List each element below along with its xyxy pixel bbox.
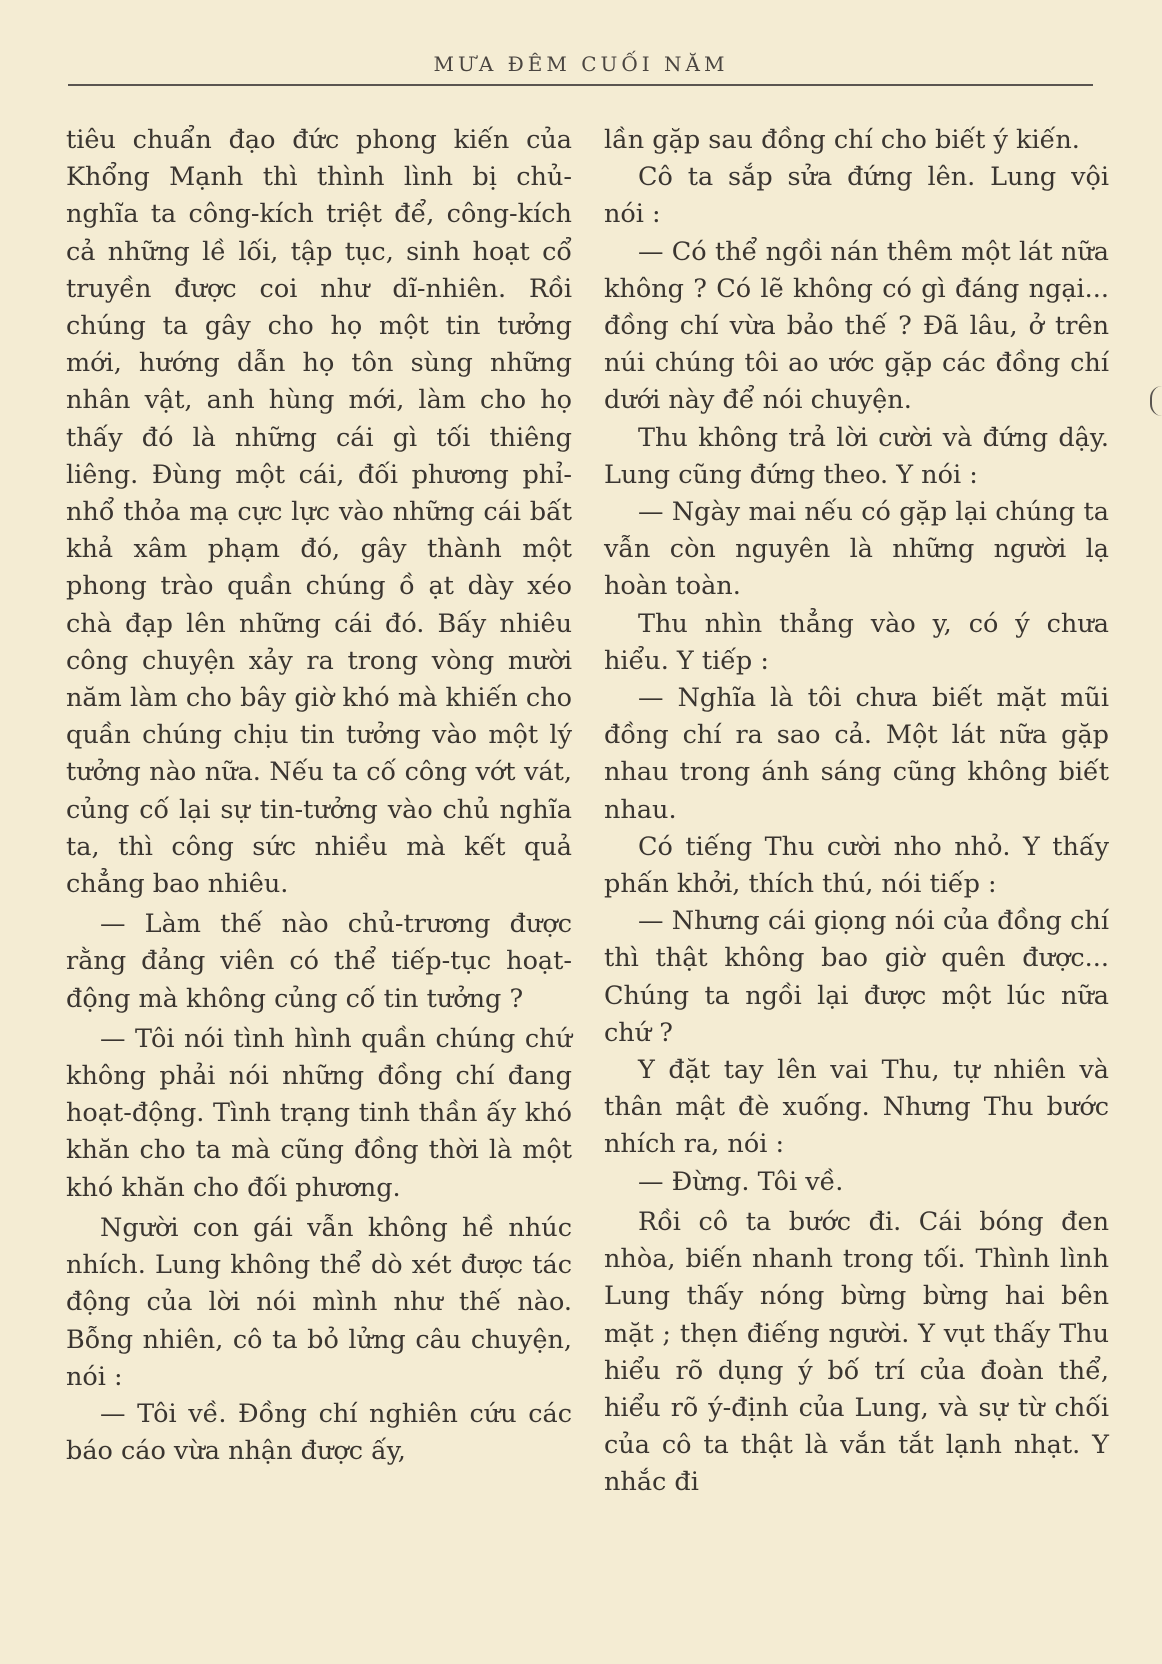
paragraph: — Làm thế nào chủ-trương được rằng đảng viên có thể tiếp-tục hoạt-động mà không củng cố tin tưởng ? <box>66 909 572 1014</box>
paragraph: — Nhưng cái giọng nói của đồng chí thì thật không bao giờ quên được... Chúng ta ngồi lại được một lúc nữa chứ ? <box>604 906 1109 1048</box>
paragraph: — Tôi nói tình hình quần chúng chứ không phải nói những đồng chí đang hoạt-động. Tình trạng tinh thần ấy khó khăn cho ta mà cũng đồng thời là một khó khăn cho đối phương. <box>66 1023 572 1203</box>
paragraph: Y đặt tay lên vai Thu, tự nhiên và thân mật đè xuống. Nhưng Thu bước nhích ra, nói : <box>604 1055 1109 1160</box>
paragraph: Cô ta sắp sửa đứng lên. Lung vội nói : <box>604 162 1109 230</box>
paragraph: — Tôi về. Đồng chí nghiên cứu các báo cáo vừa nhận được ấy, <box>66 1398 572 1467</box>
paragraph: lần gặp sau đồng chí cho biết ý kiến. <box>604 125 1080 155</box>
page-edge-mark <box>1150 386 1162 416</box>
paragraph: — Có thể ngồi nán thêm một lát nữa không ? Có lẽ không có gì đáng ngại... đồng chí vừa bảo thế ? Đã lâu, ở trên núi chúng tôi ao ước gặp các đồng chí dưới này để nói chuyện. <box>604 236 1109 416</box>
paragraph: Rồi cô ta bước đi. Cái bóng đen nhòa, biến nhanh trong tối. Thình lình Lung thấy nóng bừng bừng hai bên mặt ; thẹn điếng người. Y vụt thấy Thu hiểu rõ dụng ý bố trí của đoàn thể, hiểu rõ ý-định của Lung, và sự từ chối của cô ta thật là vắn tắt lạnh nhạt. Y nhắc đi <box>604 1206 1109 1498</box>
paragraph: — Nghĩa là tôi chưa biết mặt mũi đồng chí ra sao cả. Một lát nữa gặp nhau trong ánh sáng cũng không biết nhau. <box>604 683 1109 825</box>
paragraph: Có tiếng Thu cười nho nhỏ. Y thấy phấn khởi, thích thú, nói tiếp : <box>604 831 1109 900</box>
paragraph: — Ngày mai nếu có gặp lại chúng ta vẫn còn nguyên là những người lạ hoàn toàn. <box>604 497 1109 602</box>
running-head: MƯA ĐÊM CUỐI NĂM <box>433 52 729 76</box>
paragraph: tiêu chuẩn đạo đức phong kiến của Khổng Mạnh thì thình lình bị chủ-nghĩa ta công-kích triệt để, công-kích cả những lề lối, tập tục, sinh hoạt cổ truyền được coi như dĩ-nhiên. Rồi chúng ta gây cho họ một tin tưởng mới, hướng dẫn họ tôn sùng những nhân vật, anh hùng mới, làm cho họ thấy đó là những cái gì tối thiêng liêng. Đùng một cái, đối phương phỉ-nhổ thỏa mạ cực lực vào những cái bất khả xâm phạm đó, gây thành một phong trào quần chúng ồ ạt dày xéo chà đạp lên những cái đó. Bấy nhiêu công chuyện xảy ra trong vòng mười năm làm cho bây giờ khó mà khiến cho quần chúng chịu tin tưởng vào một lý tưởng nào nữa. Nếu ta cố công vớt vát, củng cố lại sự tin-tưởng vào chủ nghĩa ta, thì công sức nhiều mà kết quả chẳng bao nhiêu. <box>66 125 572 900</box>
right-column <box>604 122 1109 1502</box>
paragraph: Thu nhìn thẳng vào y, có ý chưa hiểu. Y tiếp : <box>604 608 1109 676</box>
paragraph: Thu không trả lời cười và đứng dậy. Lung cũng đứng theo. Y nói : <box>604 422 1109 490</box>
left-column <box>66 122 572 1470</box>
paragraph: — Đừng. Tôi về. <box>638 1166 844 1197</box>
paragraph: Người con gái vẫn không hề nhúc nhích. Lung không thể dò xét được tác động của lời nói mình như thế nào. Bỗng nhiên, cô ta bỏ lửng câu chuyện, nói : <box>66 1212 572 1392</box>
header-rule <box>68 84 1093 86</box>
